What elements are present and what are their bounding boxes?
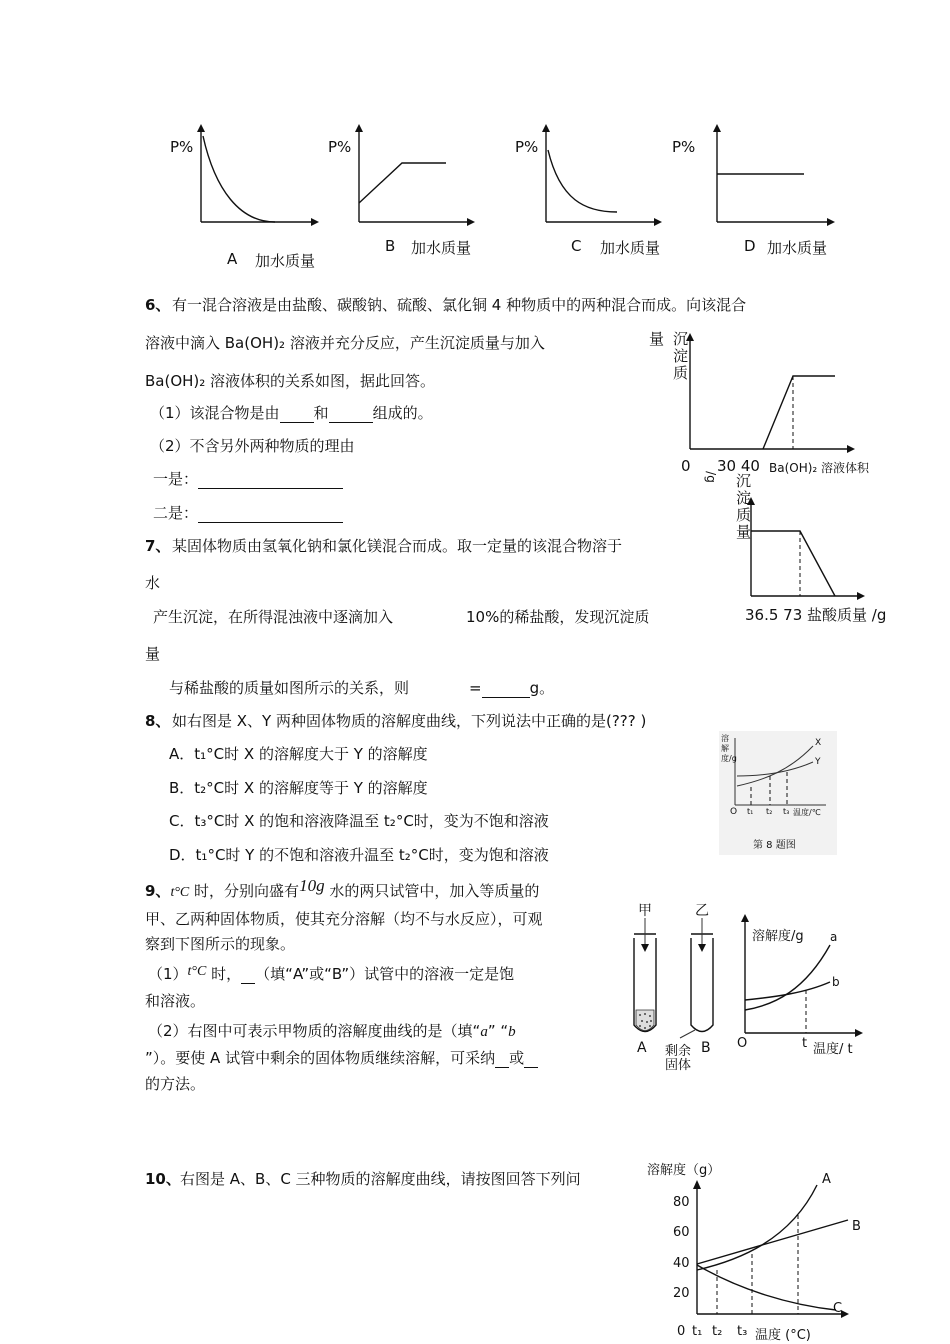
q10-graph-t1: t₁ xyxy=(692,1324,703,1339)
q8-graph-series-x: X xyxy=(815,738,822,748)
q8-option-b[interactable]: B．t₂°C时 X 的溶解度等于 Y 的溶解度 xyxy=(169,779,428,797)
q9-graph-ylabel: 溶解度/g xyxy=(752,929,804,944)
q7-line3-a: 与稀盐酸的质量如图所示的关系，则 xyxy=(169,679,410,697)
q7-line1: 某固体物质由氢氧化钠和氯化镁混合而成。取一定量的该混合物溶于 xyxy=(172,537,623,555)
graph-b-xlabel: 加水质量 xyxy=(411,239,472,257)
q6-part1-text-b: 和 xyxy=(313,404,329,422)
q6-graph-xlabel: Ba(OH)₂ 溶液体积 xyxy=(769,461,870,475)
graph-d-xlabel: 加水质量 xyxy=(767,239,828,257)
q9-tube-a-top: 甲 xyxy=(638,903,652,919)
graph-b-y-label: P% xyxy=(328,138,352,156)
q6-graph-ticks: 30 40 xyxy=(717,457,760,475)
q6-graph-ylabel-3: 淀 xyxy=(673,347,689,365)
q10-graph-t2: t₂ xyxy=(712,1324,723,1339)
q6-reason-1-label: 一是： xyxy=(153,470,199,488)
q7-graph-ylabel-2: 淀 xyxy=(736,489,752,507)
q10-graph-series-b: B xyxy=(852,1219,861,1234)
q9-graph-curve-b: b xyxy=(832,975,840,989)
q7-line2-b: 10%的稀盐酸，发现沉淀质 xyxy=(466,608,650,626)
q6-graph-origin: 0 xyxy=(681,457,691,475)
graph-c-y-label: P% xyxy=(515,138,539,156)
q10-graph-ytick-80: 80 xyxy=(673,1195,690,1210)
q8-figure-caption: 第 8 题图 xyxy=(753,840,796,851)
q7-line3-unit: g。 xyxy=(529,679,555,697)
q10-graph-ytick-60: 60 xyxy=(673,1225,690,1240)
q8-option-d[interactable]: D．t₁°C时 Y 的不饱和溶液升温至 t₂°C时，变为饱和溶液 xyxy=(169,846,549,864)
q9-tube-b-label: B xyxy=(701,1040,711,1056)
q9-part2-e: ”）。要使 A 试管中剩余的固体物质继续溶解，可采纳 xyxy=(145,1049,496,1067)
q8-stem: 如右图是 X、Y 两种固体物质的溶解度曲线，下列说法中正确的是(??? ) xyxy=(172,712,647,730)
q6-line1: 有一混合溶液是由盐酸、碳酸钠、硫酸、氯化铜 4 种物质中的两种混合而成。向该混合 xyxy=(172,296,747,314)
q6-graph-ylabel-4: 质 xyxy=(673,364,689,382)
q7-line1b: 水 xyxy=(145,574,161,592)
q8-option-c[interactable]: C．t₃°C时 X 的饱和溶液降温至 t₂°C时，变为不饱和溶液 xyxy=(169,812,549,830)
q6-reason-2-label: 二是： xyxy=(153,504,199,522)
q8-graph-xlabel: 温度/℃ xyxy=(793,808,821,817)
q7-line2c: 量 xyxy=(145,645,161,663)
q9-part2-g: 的方法。 xyxy=(145,1075,206,1093)
q8-number: 8、 xyxy=(145,712,171,730)
q9-line1-text-b: 时，分别向盛有 xyxy=(194,882,300,900)
q9-number: 9、 xyxy=(145,882,171,900)
q9-line2: 甲、乙两种固体物质，使其充分溶解（均不与水反应），可观 xyxy=(145,910,543,928)
graph-a-xlabel: 加水质量 xyxy=(255,252,316,270)
q9-residue-2: 固体 xyxy=(665,1058,692,1073)
graph-d-letter: D xyxy=(744,237,756,255)
q6-graph-ylabel-2: 沉 xyxy=(673,330,689,348)
q6-part1-text-a: （1）该混合物是由 xyxy=(150,404,280,422)
q10-number: 10、 xyxy=(145,1170,181,1188)
q9-graph-origin: O xyxy=(737,1036,748,1051)
q7-graph-ylabel-1: 沉 xyxy=(736,472,752,490)
q8-graph-t3: t₃ xyxy=(783,807,790,816)
q9-part1-c: 时， xyxy=(211,965,242,983)
q7-graph-ylabel-4: 量 xyxy=(736,523,752,541)
q10-graph-t3: t₃ xyxy=(737,1324,748,1339)
q9-residue-1: 剩余 xyxy=(665,1044,692,1059)
q10-graph-series-c: C xyxy=(833,1301,843,1316)
q6-line3: Ba(OH)₂ 溶液体积的关系如图，据此回答。 xyxy=(145,372,436,390)
q7-graph-ylabel-3: 质 xyxy=(736,506,752,524)
graph-c-xlabel: 加水质量 xyxy=(600,239,661,257)
q10-graph-xlabel: 温度 (°C) xyxy=(755,1328,811,1343)
q9-mass: 10g xyxy=(299,876,325,895)
q6-part2: （2）不含另外两种物质的理由 xyxy=(150,437,355,455)
q7-graph-ticks: 36.5 73 盐酸质量 /g xyxy=(745,606,887,624)
q9-tube-b-top: 乙 xyxy=(695,903,709,919)
q9-part1-e: 和溶液。 xyxy=(145,992,206,1010)
q8-graph-origin: O xyxy=(730,807,738,817)
q7-graph-yunit: /g xyxy=(703,471,718,483)
q6-graph-ylabel-1: 量 xyxy=(649,330,665,348)
graph-a-y-label: P% xyxy=(170,138,194,156)
q9-part2-a: （2）右图中可表示甲物质的溶解度曲线的是（填“ xyxy=(148,1022,481,1040)
q8-graph-t2: t₂ xyxy=(766,807,773,816)
q9-graph-t: t xyxy=(802,1036,808,1051)
q8-option-a[interactable]: A．t₁°C时 X 的溶解度大于 Y 的溶解度 xyxy=(169,745,428,763)
graph-c-letter: C xyxy=(571,237,582,255)
q9-part1-a: （1） xyxy=(148,965,188,983)
q10-graph-series-a: A xyxy=(822,1172,831,1187)
q9-tube-a-label: A xyxy=(637,1040,647,1056)
graph-d-y-label: P% xyxy=(672,138,696,156)
q9-temp-1: t°C xyxy=(170,885,190,900)
q9-curve-a-choice: a xyxy=(480,1024,488,1040)
q10-graph-origin: 0 xyxy=(677,1324,686,1339)
q9-curve-b-choice: b xyxy=(508,1024,516,1040)
q9-part1-d: （填“A”或“B”）试管中的溶液一定是饱 xyxy=(255,965,515,983)
q9-part2-f: 或 xyxy=(509,1049,525,1067)
q9-line3: 察到下图所示的现象。 xyxy=(145,935,296,953)
q8-graph-t1: t₁ xyxy=(747,807,754,816)
q8-graph-series-y: Y xyxy=(815,757,821,767)
q7-line3-eq: = xyxy=(469,679,482,697)
q6-number: 6、 xyxy=(145,296,171,314)
q9-temp-2: t°C xyxy=(187,964,207,979)
q9-line1-text-d: 水的两只试管中，加入等质量的 xyxy=(329,882,540,900)
q6-line2: 溶液中滴入 Ba(OH)₂ 溶液并充分反应，产生沉淀质量与加入 xyxy=(145,334,545,352)
q7-number: 7、 xyxy=(145,537,171,555)
graph-a-letter: A xyxy=(227,250,238,268)
q9-part2-c: ” “ xyxy=(487,1022,509,1040)
q10-stem: 右图是 A、B、C 三种物质的溶解度曲线，请按图回答下列问 xyxy=(180,1170,581,1188)
q7-line2-a: 产生沉淀，在所得混浊液中逐滴加入 xyxy=(153,608,394,626)
q8-graph-ylabel: 溶解度/g xyxy=(721,734,737,763)
q10-graph-ylabel: 溶解度（g） xyxy=(647,1163,721,1178)
graph-b-letter: B xyxy=(385,237,396,255)
q6-part1-text-c: 组成的。 xyxy=(372,404,433,422)
q10-graph-ytick-40: 40 xyxy=(673,1256,690,1271)
q9-graph-curve-a: a xyxy=(830,930,838,944)
q9-graph-xlabel: 温度/ t xyxy=(813,1042,853,1057)
q10-graph-ytick-20: 20 xyxy=(673,1286,690,1301)
